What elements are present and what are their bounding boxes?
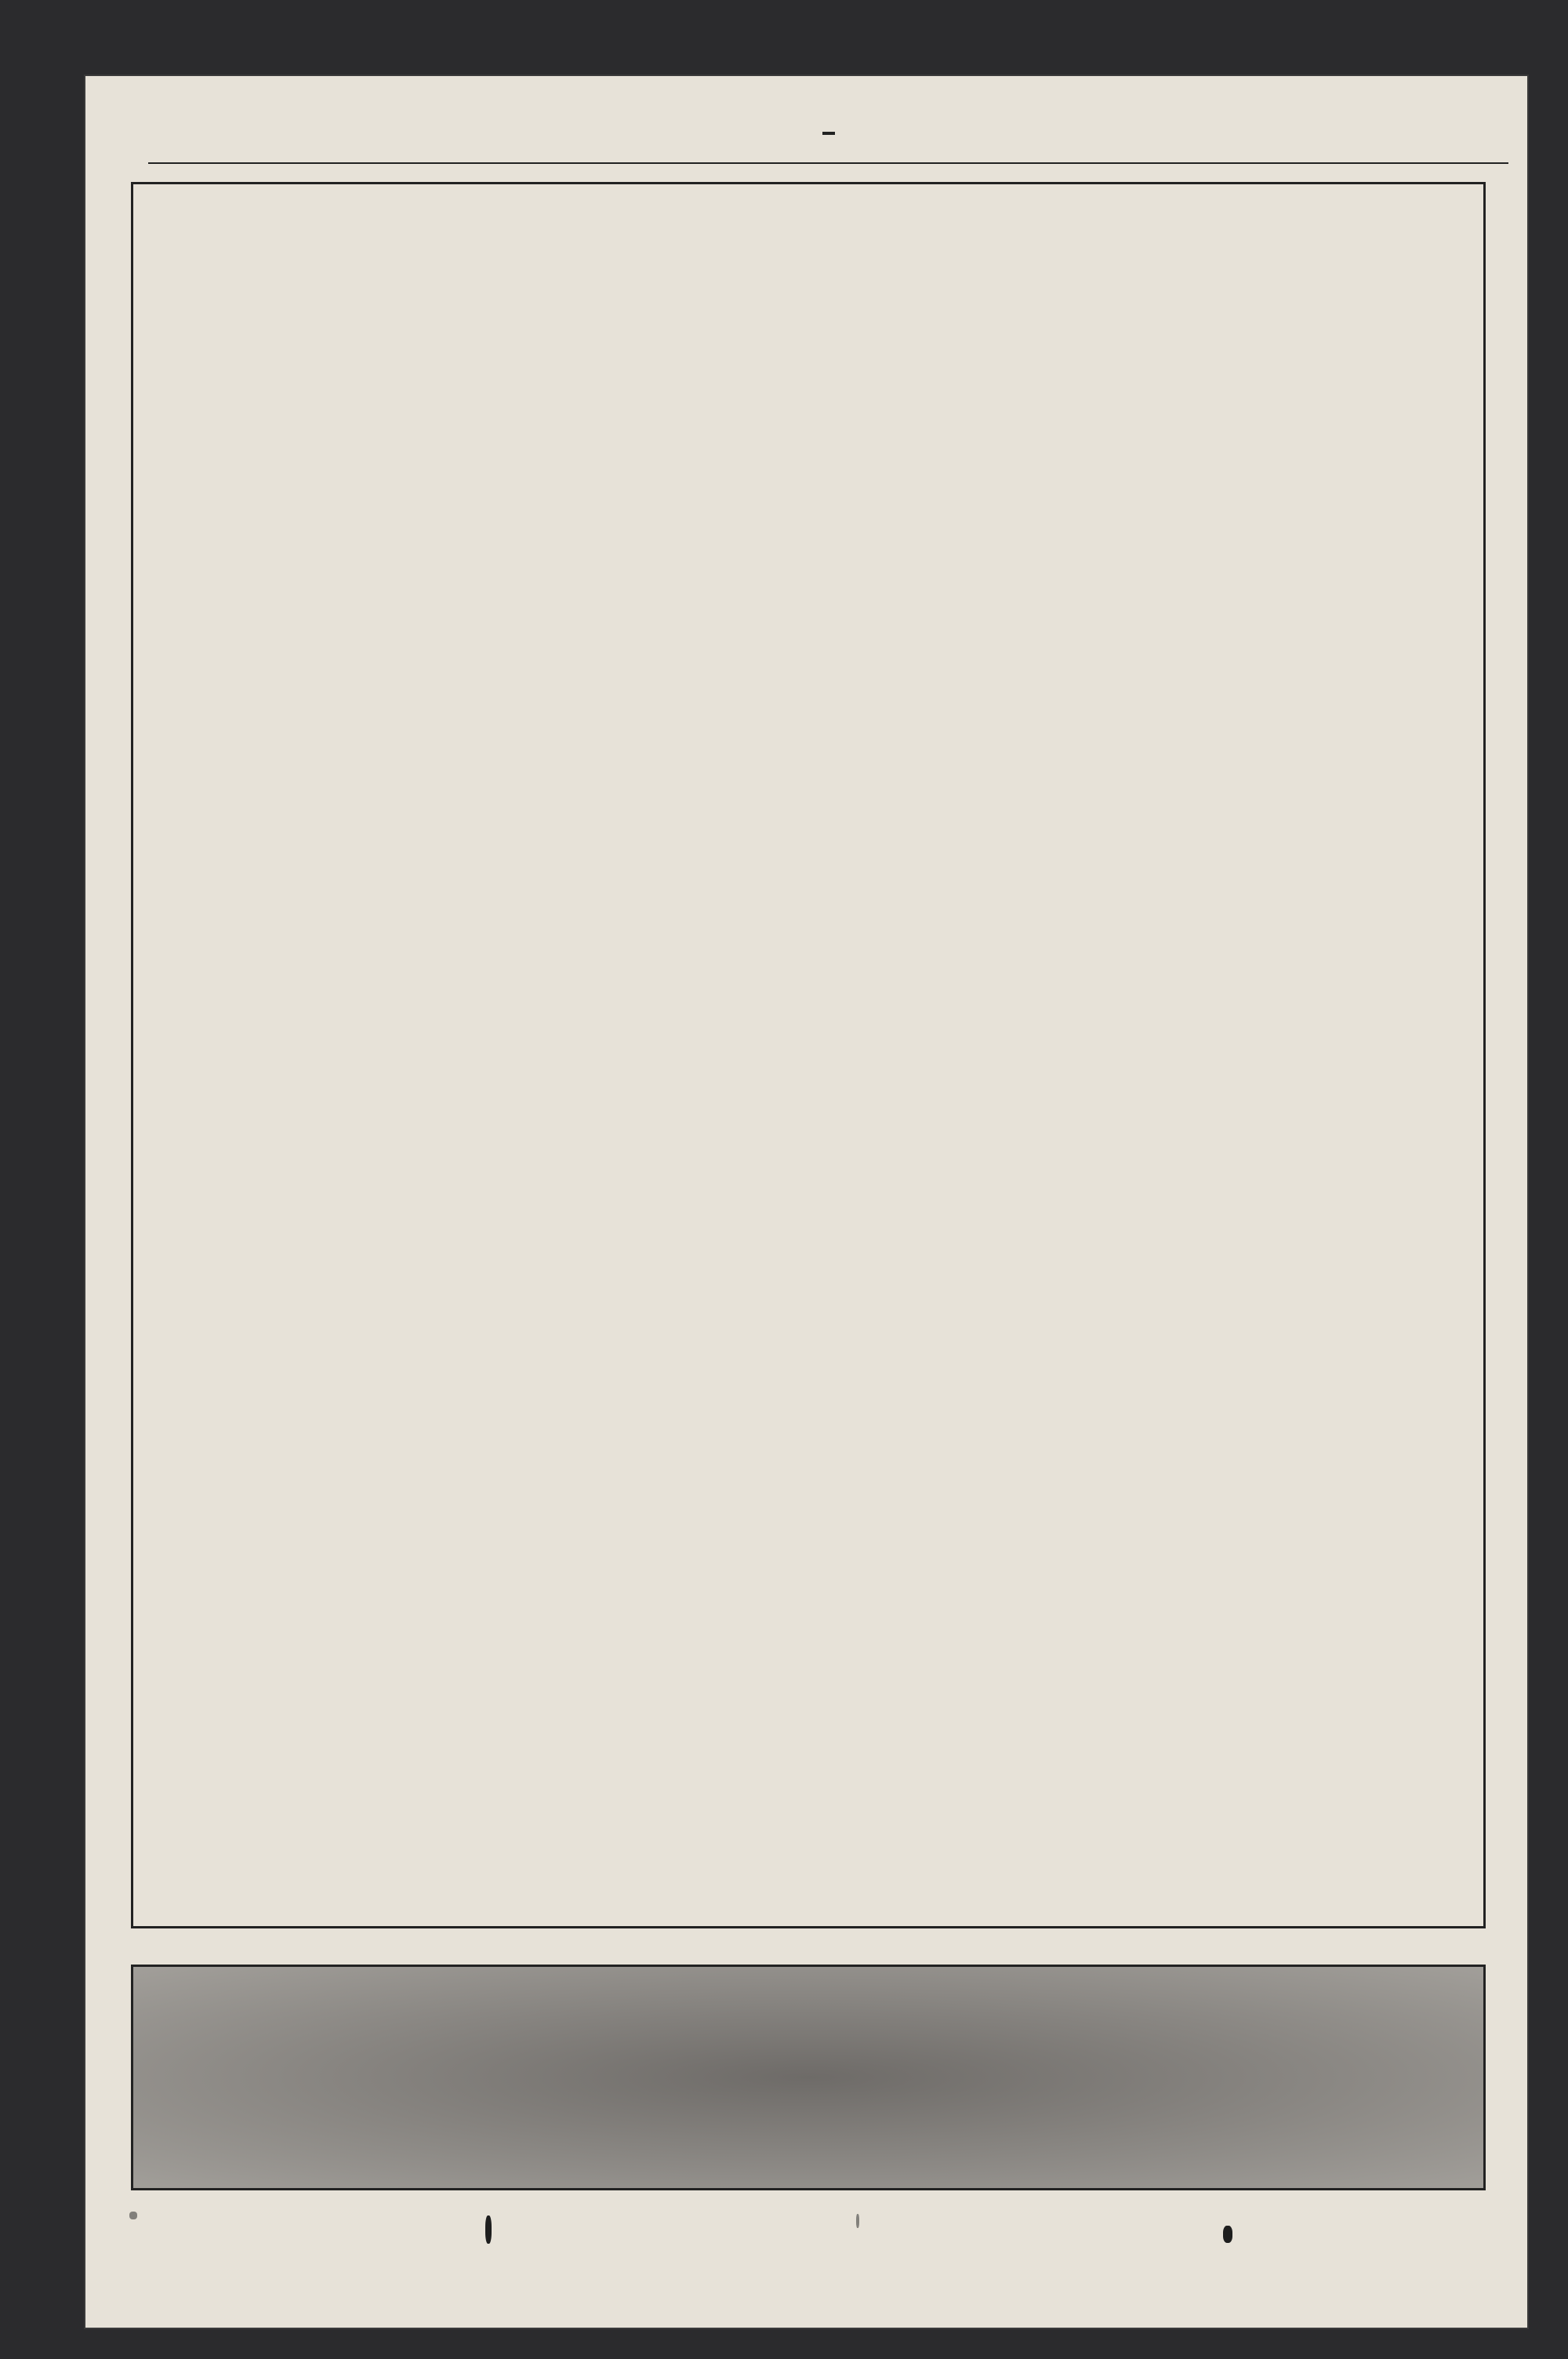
speck bbox=[856, 2214, 859, 2228]
speck bbox=[129, 2212, 137, 2219]
page-header bbox=[148, 132, 1508, 163]
advertiser-banner bbox=[131, 1965, 1486, 2190]
banner-graphic bbox=[133, 1967, 1483, 2188]
announcements-box bbox=[131, 182, 1486, 1928]
header-rule bbox=[148, 162, 1508, 164]
speck bbox=[1223, 2226, 1232, 2243]
speck bbox=[485, 2215, 492, 2244]
newspaper-page bbox=[84, 75, 1529, 2329]
page-number bbox=[822, 132, 835, 135]
